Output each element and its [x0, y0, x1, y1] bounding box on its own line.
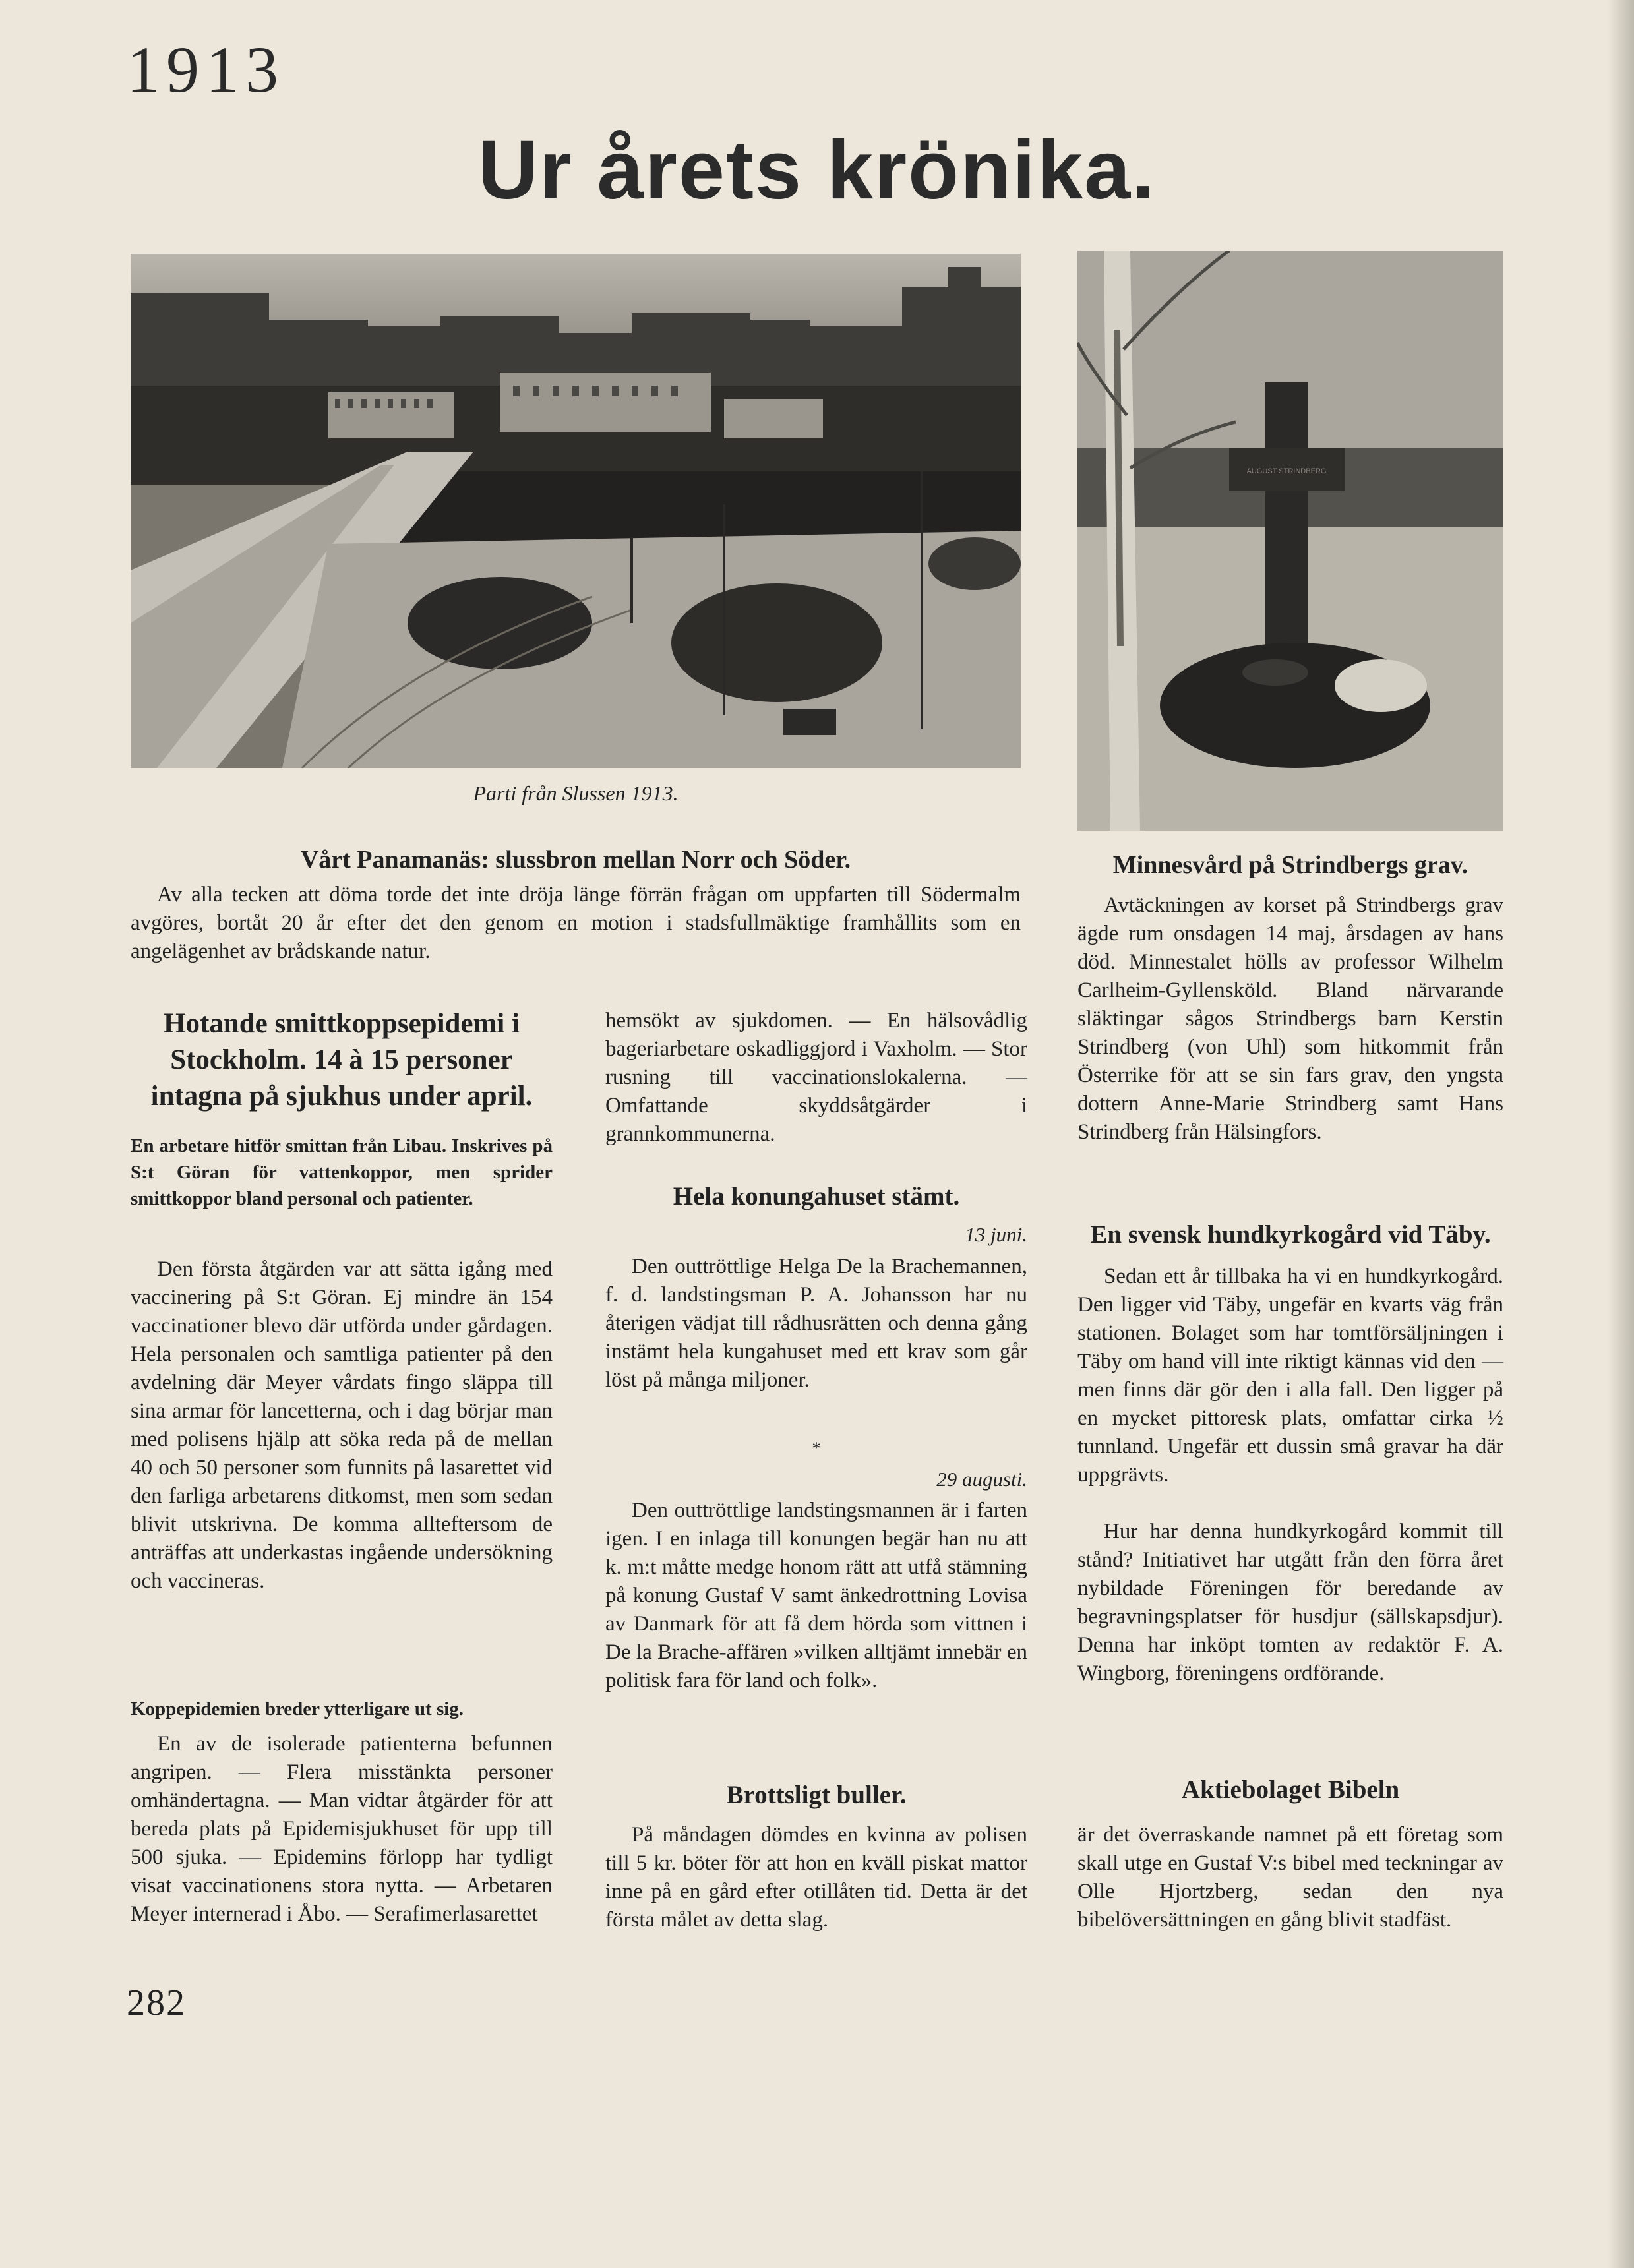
- smallpox-article-continuation: hemsökt av sjukdomen. — En hälsovådlig bageriarbetare oskadliggjord i Vaxholm. — Stor rusning till vaccinationslokalerna. — Omfattande skyddsåtgärder i grannkommunerna.: [605, 1009, 1027, 1146]
- hundkyrkogard-body-1: Sedan ett år tillbaka ha vi en hundkyrkogård. Den ligger vid Täby, ungefär en kvarts väg från stationen. Bolaget som har tomtförsäljningen i Täby om hand vill inte riktigt kännas vid den — men finns där gör den i alla fall. Den ligger på en mycket pittoresk plats, omfattar cirka ½ tunnland. Ungefär ett dussin små gravar ha där uppgrävts.: [1077, 1265, 1503, 1487]
- strindberg-grave-photo: [1077, 251, 1503, 831]
- slussen-photo: [131, 254, 1021, 768]
- page-edge-shadow: [1608, 0, 1634, 2268]
- cross-inscription: AUGUST STRINDBERG: [1246, 467, 1327, 475]
- page-number: 282: [127, 1983, 186, 2023]
- kungahuset-separator: *: [812, 1439, 821, 1458]
- smallpox-article-subhead: Koppepidemien breder ytterligare ut sig.: [131, 1698, 464, 1719]
- smallpox-article-body: Den första åtgärden var att sätta igång med vaccinering på S:t Göran. Ej mindre än 154 vaccinationer blevo där utförda under gårdagen. Hela personalen och samtliga patienter på den avdelning där Meyer vårdats fingo släppa till sina armar för lancetterna, och i dag börjar man med polisens hjälp att söka reda på de mellan 40 och 50 personer som funnits på lasarettet vid den farliga arbetarens ditkomst, men som sedan blivit utskrivna. De komma allteftersom de anträffas att underkastas ingående undersökning och vaccineras.: [131, 1257, 553, 1593]
- smallpox-article-body-2: En av de isolerade patienterna befunnen angripen. — Flera misstänkta personer omhändertagna. — Man vidtar åtgärder för att bereda plats på Epidemisjukhuset för upp till 500 sjuka. — Epidemins förlopp har tydligt visat vaccinationens stora nytta. — Arbetaren Meyer internerad i Åbo. — Serafimerlasarettet: [131, 1732, 553, 1926]
- page-title: Ur årets krönika.: [477, 123, 1157, 216]
- bibeln-article-body: är det överraskande namnet på ett företag som skall utge en Gustaf V:s bibel med teckningar av Olle Hjortzberg, sedan den nya bibelöversättningen en gång blivit stadfäst.: [1077, 1823, 1503, 1932]
- strindberg-article-title: Minnesvård på Strindbergs grav.: [1112, 851, 1468, 879]
- kungahuset-date-2: 29 augusti.: [936, 1468, 1027, 1491]
- kungahuset-body-2: Den outtröttlige landstingsmannen är i farten igen. I en inlaga till konungen begär han nu att k. m:t måtte medge honom rätt att utfå stämning på konung Gustaf V samt änkedrottning Lovisa av Danmark för att få dem hörda som vittnen i De la Brache-affären »vilken alltjämt innebär en politisk fara för land och folk».: [605, 1499, 1027, 1692]
- smallpox-article-subtitle: En arbetare hitför smittan från Libau. Inskrives på S:t Göran för vattenkoppor, men sprider smittkoppor bland personal och patienter.: [131, 1135, 553, 1209]
- buller-article-title: Brottsligt buller.: [726, 1781, 907, 1809]
- buller-article-body: På måndagen dömdes en kvinna av polisen till 5 kr. böter för att hon en kväll piskat mattor inne på en gård efter otillåten tid. Detta är det första målet av detta slag.: [605, 1823, 1027, 1932]
- kungahuset-article-title: Hela konungahuset stämt.: [673, 1182, 960, 1210]
- panama-article-body: Av alla tecken att döma torde det inte dröja länge förrän frågan om uppfarten till Södermalm avgöres, bortåt 20 år efter det den genom en motion i stadsfullmäktige framhållits som en angelägenhet av brådskande natur.: [131, 883, 1021, 963]
- hundkyrkogard-body-2: Hur har denna hundkyrkogård kommit till stånd? Initiativet har utgått från den förra året nybildade Föreningen för beredande av begravningsplatser för husdjur (sällskapsdjur). Denna har inköpt tomten av redaktör F. A. Wingborg, föreningens ordförande.: [1077, 1520, 1503, 1685]
- bibeln-article-title: Aktiebolaget Bibeln: [1181, 1776, 1400, 1804]
- hundkyrkogard-article-title: En svensk hundkyrkogård vid Täby.: [1090, 1220, 1491, 1249]
- page-year: 1913: [127, 33, 285, 106]
- smallpox-article-title: Hotande smittkoppsepidemi i Stockholm. 14 à 15 personer intagna på sjukhus under april.: [150, 1008, 533, 1112]
- kungahuset-body-1: Den outtröttlige Helga De la Brachemannen, f. d. landstingsman P. A. Johansson har nu återigen vädjat till rådhusrätten och denna gång instämt hela kungahuset med ett krav som går löst på många miljoner.: [605, 1255, 1027, 1392]
- strindberg-article-body: Avtäckningen av korset på Strindbergs grav ägde rum onsdagen 14 maj, årsdagen av hans död. Minnestalet hölls av professor Wilhelm Carlheim-Gyllensköld. Bland närvarande släktingar sågos Strindbergs barn Kerstin Strindberg (von Uhl) som hitkommit från Österrike för att se sin fars grav, den yngsta dottern Anne-Marie Strindberg samt Hans Strindberg från Hälsingfors.: [1077, 893, 1503, 1144]
- slussen-photo-caption: Parti från Slussen 1913.: [473, 781, 679, 805]
- kungahuset-date-1: 13 juni.: [965, 1223, 1027, 1246]
- panama-article-title: Vårt Panamanäs: slussbron mellan Norr och Söder.: [300, 846, 851, 874]
